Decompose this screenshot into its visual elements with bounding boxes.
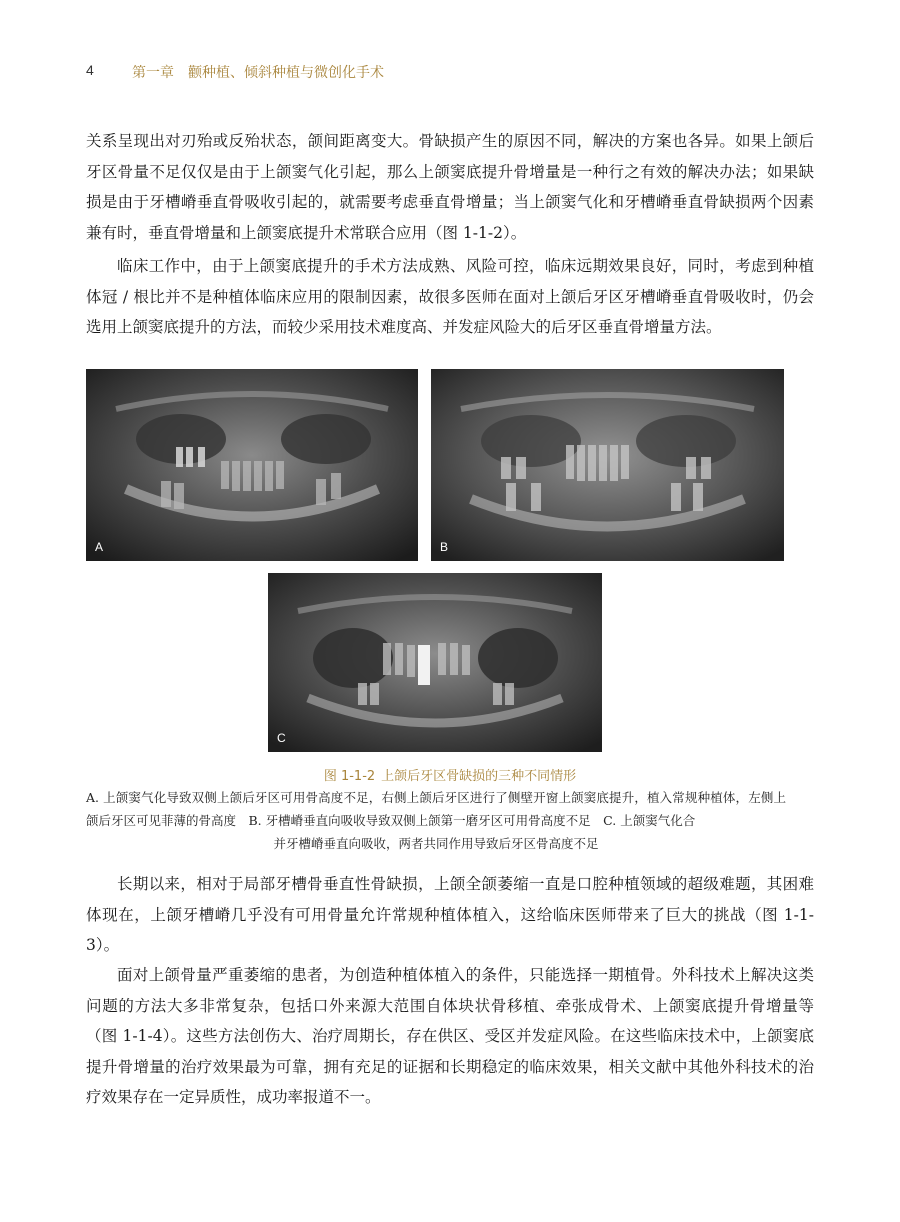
figure-caption-main: A. 上颌窦气化导致双侧上颌后牙区可用骨高度不足，右侧上颌后牙区进行了侧壁开窗上颌窦底提升，植入常规种植体，左侧上颌后牙区可见菲薄的骨高度 B. 牙槽嵴垂直向吸收导致双侧上颌第一磨牙区可用骨高度不足 C. 上颌窦气化合 (86, 790, 786, 828)
panel-label-a: A (95, 540, 104, 554)
panel-label-b: B (440, 540, 449, 554)
figure-caption-last-line: 并牙槽嵴垂直向吸收，两者共同作用导致后牙区骨高度不足 (273, 836, 599, 851)
figure-caption (86, 786, 786, 855)
xray-panel-b (431, 369, 784, 561)
body-paragraph-3: 长期以来，相对于局部牙槽骨垂直性骨缺损，上颌全颌萎缩一直是口腔种植领域的超级难题，其困难体现在，上颌牙槽嵴几乎没有可用骨量允许常规种植体植入，这给临床医师带来了巨大的挑战（图 1-1-3）。 (86, 875, 814, 954)
chapter-title: 第一章 颧种植、倾斜种植与微创化手术 (132, 65, 384, 81)
panoramic-xray-c-image (268, 573, 602, 752)
figure-number: 图 1-1-2 (323, 769, 376, 784)
figure-title (0, 765, 900, 784)
page-number: 4 (86, 62, 94, 78)
xray-panel-c (268, 573, 602, 752)
panel-label-c: C (277, 731, 286, 745)
xray-panel-a (86, 369, 418, 561)
body-paragraph-2: 临床工作中，由于上颌窦底提升的手术方法成熟、风险可控，临床远期效果良好，同时，考虑到种植体冠 / 根比并不是种植体临床应用的限制因素，故很多医师在面对上颌后牙区牙槽嵴垂直骨吸收时，仍会选用上颌窦底提升的方法，而较少采用技术难度高、并发症风险大的后牙区垂直骨增量方法。 (86, 257, 814, 336)
panoramic-xray-a-image (86, 369, 418, 561)
body-paragraph-4: 面对上颌骨量严重萎缩的患者，为创造种植体植入的条件，只能选择一期植骨。外科技术上解决这类问题的方法大多非常复杂，包括口外来源大范围自体块状骨移植、牵张成骨术、上颌窦底提升骨增量等（图 1-1-4）。这些方法创伤大、治疗周期长，存在供区、受区并发症风险。在这些临床技术中，上颌窦底提升骨增量的治疗效果最为可靠，拥有充足的证据和长期稳定的临床效果，相关文献中其他外科技术的治疗效果存在一定异质性，成功率报道不一。 (86, 966, 814, 1106)
body-paragraph-1: 关系呈现出对刃殆或反殆状态，颌间距离变大。骨缺损产生的原因不同，解决的方案也各异。如果上颌后牙区骨量不足仅仅是由于上颌窦气化引起，那么上颌窦底提升骨增量是一种行之有效的解决办法；如果缺损是由于牙槽嵴垂直骨吸收引起的，就需要考虑垂直骨增量；当上颌窦气化和牙槽嵴垂直骨缺损两个因素兼有时，垂直骨增量和上颌窦底提升术常联合应用（图 1-1-2）。 (86, 132, 814, 242)
panoramic-xray-b-image (431, 369, 784, 561)
figure-title-text: 上颌后牙区骨缺损的三种不同情形 (381, 769, 577, 784)
